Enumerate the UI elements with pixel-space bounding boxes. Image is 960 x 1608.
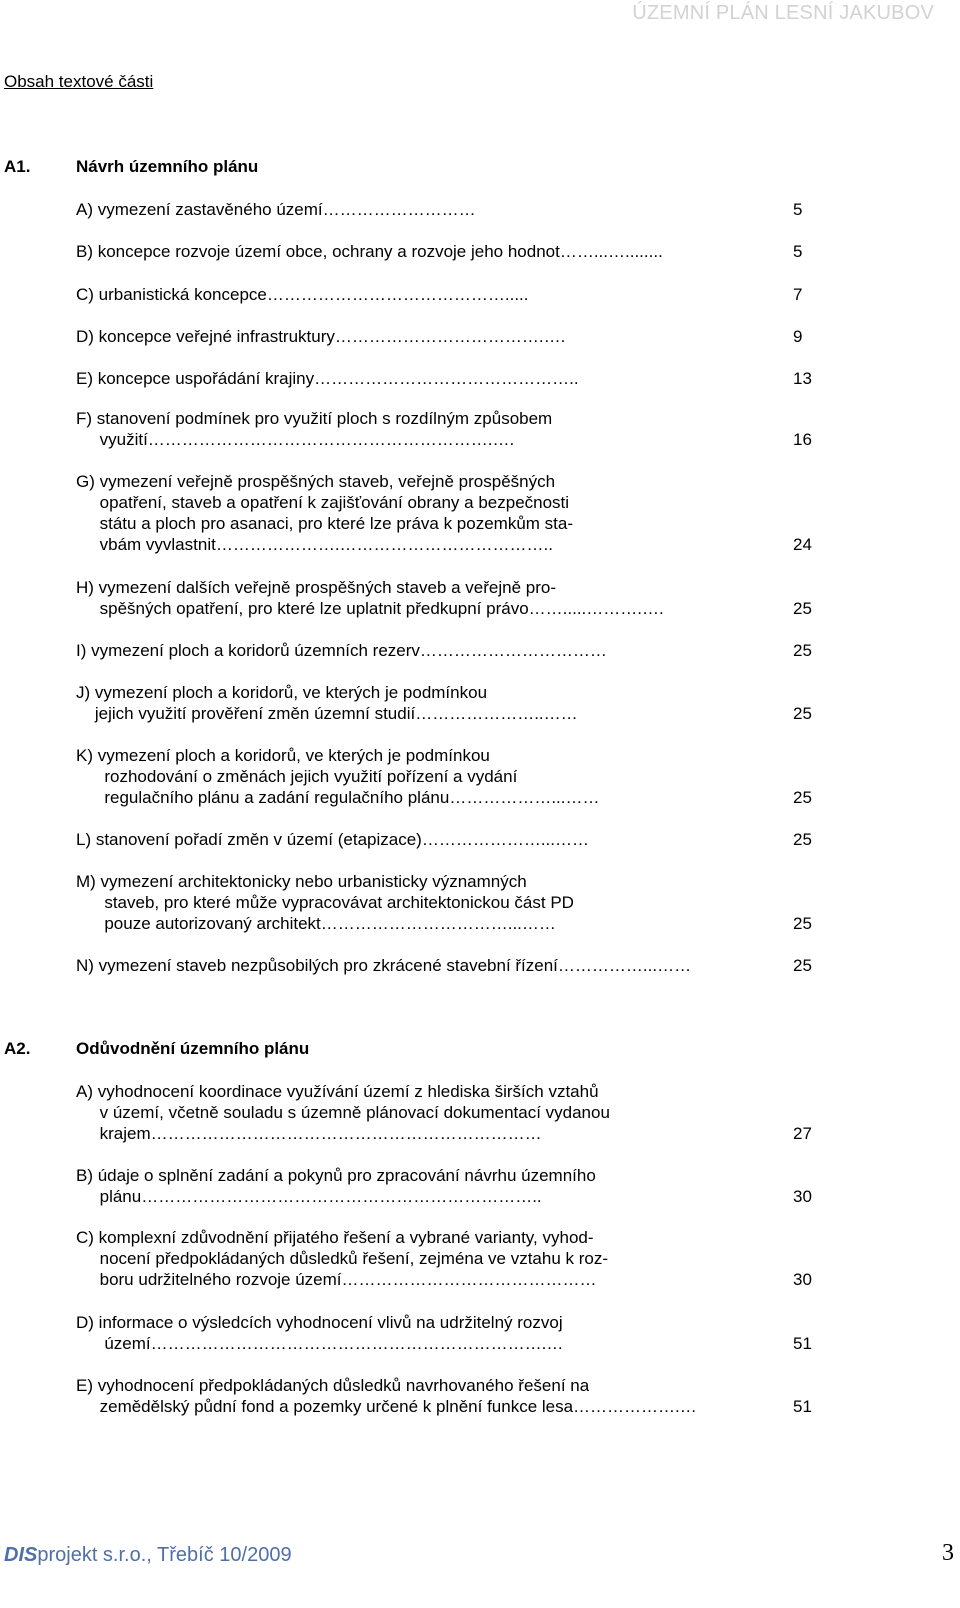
toc-entry-text: pouze autorizovaný architekt……………………………...…… xyxy=(76,914,556,933)
toc-entry-page: 25 xyxy=(793,599,812,618)
page-footer xyxy=(2,1540,956,1580)
toc-entry-text: D) koncepce veřejné infrastruktury……………………………….…. xyxy=(76,327,566,346)
toc-entry-page: 25 xyxy=(793,641,812,660)
toc-entry-g xyxy=(76,471,815,555)
toc-entry-text: jejich využití prověření změn územní studií…………………..…… xyxy=(76,704,578,723)
toc-entry-page: 30 xyxy=(793,1270,812,1289)
toc-entry-page: 25 xyxy=(793,704,812,723)
toc-entry-a2-c xyxy=(76,1227,815,1290)
section-heading-a1 xyxy=(4,157,258,177)
toc-entry-text: zemědělský půdní fond a pozemky určené k plnění funkce lesa……………….… xyxy=(76,1397,697,1416)
toc-entry-f xyxy=(76,408,815,450)
section-title: Návrh územního plánu xyxy=(76,157,259,176)
toc-entry-text: M) vymezení architektonicky nebo urbanisticky významných xyxy=(76,872,527,891)
toc-entry-c xyxy=(76,284,815,305)
toc-entry-text: F) stanovení podmínek pro využití ploch s rozdílným způsobem xyxy=(76,409,553,428)
document-header-title: ÚZEMNÍ PLÁN LESNÍ JAKUBOV xyxy=(632,2,934,24)
toc-title: Obsah textové části xyxy=(4,72,154,91)
toc-entry-a2-e xyxy=(76,1375,815,1417)
toc-entry-text: v území, včetně souladu s územně plánovací dokumentací vydanou xyxy=(76,1103,610,1122)
toc-entry-text: J) vymezení ploch a koridorů, ve kterých je podmínkou xyxy=(76,683,488,702)
footer-company-text: projekt s.r.o., Třebíč 10/2009 xyxy=(37,1544,292,1566)
toc-entry-text: K) vymezení ploch a koridorů, ve kterých je podmínkou xyxy=(76,746,490,765)
toc-entry-page: 51 xyxy=(793,1334,812,1353)
toc-entry-a2-b xyxy=(76,1165,815,1207)
toc-entry-page: 13 xyxy=(793,369,812,388)
footer-brand: DIS xyxy=(4,1544,38,1566)
section-heading-a2 xyxy=(4,1039,309,1059)
toc-entry-text: B) koncepce rozvoje území obce, ochrany a rozvoje jeho hodnot……...…........ xyxy=(76,242,663,261)
footer-company xyxy=(4,1544,292,1567)
toc-entry-page: 24 xyxy=(793,535,812,554)
toc-entry-j xyxy=(76,682,815,724)
toc-entry-n xyxy=(76,955,815,976)
toc-entry-text: rozhodování o změnách jejich využití pořízení a vydání xyxy=(76,767,518,786)
toc-entry-text: území…………………………………………………………….… xyxy=(76,1334,564,1353)
toc-entry-l xyxy=(76,829,815,850)
toc-entry-text: I) vymezení ploch a koridorů územních rezerv…………………………… xyxy=(76,641,607,660)
toc-entry-page: 51 xyxy=(793,1397,812,1416)
toc-entry-text: staveb, pro které může vypracovávat architektonickou část PD xyxy=(76,893,574,912)
toc-entry-page: 27 xyxy=(793,1124,812,1143)
toc-entry-text: vbám vyvlastnit………………….……………………………….. xyxy=(76,535,553,554)
toc-entry-text: krajem…………………………………………………………… xyxy=(76,1124,542,1143)
toc-entry-text: G) vymezení veřejně prospěšných staveb, veřejně prospěšných xyxy=(76,472,556,491)
toc-entry-text: H) vymezení dalších veřejně prospěšných staveb a veřejně pro- xyxy=(76,578,557,597)
toc-entry-k xyxy=(76,745,815,808)
toc-entry-text: D) informace o výsledcích vyhodnocení vlivů na udržitelný rozvoj xyxy=(76,1313,563,1332)
toc-entry-e xyxy=(76,368,815,389)
toc-entry-text: A) vyhodnocení koordinace využívání území z hlediska širších vztahů xyxy=(76,1082,599,1101)
section-code: A1. xyxy=(4,157,31,176)
toc-entry-b xyxy=(76,241,815,262)
toc-entry-page: 5 xyxy=(793,242,803,261)
toc-entry-text: B) údaje o splnění zadání a pokynů pro zpracování návrhu územního xyxy=(76,1166,596,1185)
toc-entry-text: plánu…………………………………………………………….. xyxy=(76,1187,542,1206)
toc-entry-text: boru udržitelného rozvoje území……………………………………… xyxy=(76,1270,597,1289)
toc-entry-page: 16 xyxy=(793,430,812,449)
toc-entry-text: L) stanovení pořadí změn v území (etapizace)…………………...…… xyxy=(76,830,590,849)
toc-entry-text: E) koncepce uspořádání krajiny……………………………………….. xyxy=(76,369,579,388)
toc-entry-text: E) vyhodnocení předpokládaných důsledků navrhovaného řešení na xyxy=(76,1376,590,1395)
toc-entry-text: C) komplexní zdůvodnění přijatého řešení a vybrané varianty, vyhod- xyxy=(76,1228,594,1247)
toc-entry-page: 9 xyxy=(793,327,803,346)
toc-entry-m xyxy=(76,871,815,934)
page-number: 3 xyxy=(942,1540,954,1566)
toc-entry-page: 30 xyxy=(793,1187,812,1206)
toc-entry-a2-a xyxy=(76,1081,815,1144)
toc-entry-page: 25 xyxy=(793,914,812,933)
toc-entry-text: regulačního plánu a zadání regulačního plánu………………...…… xyxy=(76,788,600,807)
toc-entry-text: spěšných opatření, pro které lze uplatnit předkupní právo…….....……….…. xyxy=(76,599,664,618)
toc-entry-text: C) urbanistická koncepce……………………………………..... xyxy=(76,285,529,304)
toc-entry-page: 25 xyxy=(793,788,812,807)
toc-entry-page: 5 xyxy=(793,200,803,219)
toc-entry-text: opatření, staveb a opatření k zajišťování obrany a bezpečnosti xyxy=(76,493,570,512)
toc-entry-d xyxy=(76,326,815,347)
toc-entry-text: nocení předpokládaných důsledků řešení, zejména ve vztahu k roz- xyxy=(76,1249,609,1268)
toc-entry-page: 25 xyxy=(793,956,812,975)
section-code: A2. xyxy=(4,1039,31,1058)
toc-entry-i xyxy=(76,640,815,661)
toc-entry-text: využití…………………………………………………….…. xyxy=(76,430,515,449)
toc-entry-text: A) vymezení zastavěného území……………………… xyxy=(76,200,476,219)
toc-entry-text: N) vymezení staveb nezpůsobilých pro zkrácené stavební řízení……………...…… xyxy=(76,956,692,975)
toc-entry-text: státu a ploch pro asanaci, pro které lze práva k pozemkům sta- xyxy=(76,514,574,533)
toc-entry-page: 25 xyxy=(793,830,812,849)
toc-entry-a2-d xyxy=(76,1312,815,1354)
toc-entry-h xyxy=(76,577,815,619)
section-title: Odůvodnění územního plánu xyxy=(76,1039,310,1058)
toc-entry-a xyxy=(76,199,815,220)
toc-entry-page: 7 xyxy=(793,285,803,304)
